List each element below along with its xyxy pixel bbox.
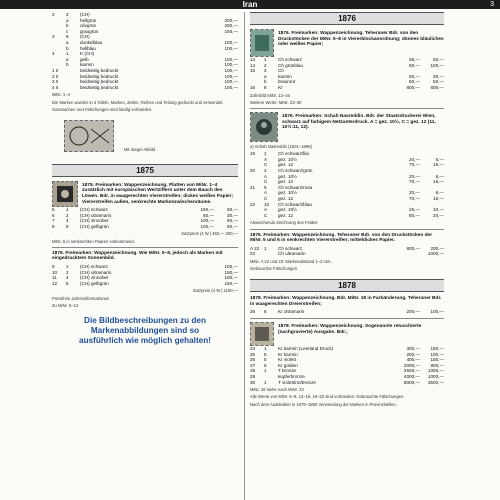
price-cell-c: Ch grünblau — [278, 62, 304, 68]
price-cell-e: 800,— — [430, 362, 444, 368]
price-cell-c: (CH) ultramarin — [80, 269, 112, 275]
price-cell-d: 20,— — [409, 190, 420, 196]
note-r2: Weitere Werte: MiNr. 23–30 — [250, 99, 302, 105]
price-cell-c: kupferbronze — [278, 374, 305, 380]
price-cell-b: 8 — [66, 223, 69, 229]
price-cell-a: 26 — [250, 357, 256, 363]
seal-cancel-image — [64, 120, 114, 152]
price-list-1875 — [52, 207, 238, 229]
price-cell-e: 30,— — [433, 73, 444, 79]
price-cell-b: 2 — [264, 167, 267, 173]
price-cell-b: a — [264, 73, 267, 79]
price-cell-b: 10 — [264, 201, 270, 207]
price-cell-b: 1 — [264, 57, 267, 62]
note-1875: MiNr. 5 in senkrechten Paaren vorkommend. — [52, 238, 135, 244]
price-cell-c: (CH) zinnober — [80, 275, 109, 281]
price-cell-a: 5 — [52, 207, 55, 213]
price-cell-a: 20 — [250, 167, 256, 173]
price-cell-d: 70,— — [409, 195, 420, 201]
note-r6: MiNr. 26 siehe nach MiNr. 23 — [250, 387, 304, 393]
postage-line-2: Zu MiNr. 5–12 — [52, 302, 79, 308]
price-cell-e: 100,— — [224, 84, 238, 90]
price-cell-e: 200,— — [224, 17, 238, 23]
price-cell-b: C — [264, 179, 268, 185]
price-cell-c: T bronze — [278, 368, 297, 374]
price-list-1876c — [250, 246, 444, 257]
price-cell-b: 5 — [264, 357, 267, 363]
price-cell-e: 30,— — [227, 212, 238, 218]
note-r1: Zahnbild MiNr. 13–16 — [250, 92, 290, 98]
price-list-1878b — [250, 346, 444, 385]
price-cell-b: 1 — [264, 151, 267, 157]
price-cell-c: Kr — [278, 84, 283, 90]
price-cell-a: 30 — [250, 379, 256, 385]
price-cell-b: 4 — [66, 275, 69, 281]
price-cell-c: gez. 10½ — [278, 190, 297, 196]
price-cell-a: 27 — [250, 362, 256, 368]
price-cell-a: 15 — [250, 68, 256, 74]
price-cell-e: 150,— — [430, 346, 444, 352]
price-cell-d: 70,— — [409, 162, 420, 168]
price-cell-d: 800,— — [406, 84, 420, 90]
price-cell-e: 10,— — [433, 207, 444, 213]
right-column — [250, 12, 444, 409]
price-row — [250, 85, 444, 91]
price-cell-c: (CH) schwarz — [80, 207, 108, 213]
price-cell-b: 1 — [66, 207, 69, 213]
price-cell-c: (CH) schwarz — [80, 264, 108, 270]
separator — [52, 247, 238, 248]
price-cell-e: 600,— — [430, 84, 444, 90]
price-cell-c: gez. 10½ — [278, 173, 297, 179]
year-heading-1875: 1875 — [52, 164, 238, 177]
price-cell-e: 1000,— — [427, 251, 444, 257]
issue-1876-left: 1876. Freimarken: Wappenzeichnung. Wie MiNr. 5–8, jedoch als Marken mit eingedrucktem Sonnenbild. — [52, 250, 223, 262]
price-cell-b: 1 — [264, 379, 267, 385]
price-cell-b: 8 — [66, 34, 69, 40]
price-list-1876-left — [52, 264, 238, 286]
price-cell-c: (CH) — [80, 12, 90, 17]
price-cell-a: 8 — [52, 223, 55, 229]
price-cell-e: 100,— — [224, 39, 238, 45]
price-cell-d: 800,— — [406, 245, 420, 251]
price-cell-c: hellgrün — [80, 17, 97, 23]
price-cell-e: 60,— — [227, 223, 238, 229]
price-cell-c: Ch ultramarin — [278, 251, 306, 257]
stamp-image-lion — [52, 181, 78, 207]
price-cell-c: Ch schwarz — [278, 57, 302, 62]
price-cell-b: C — [264, 162, 268, 168]
price-cell-c: beidseitig bedruckt — [80, 73, 119, 79]
price-cell-c: gez. 12 — [278, 179, 294, 185]
price-list-top — [52, 12, 238, 90]
price-cell-d: 200,— — [406, 309, 420, 315]
separator — [250, 108, 444, 109]
price-cell-c: Ch schwarz/lila — [278, 151, 309, 157]
price-cell-a: 16 — [250, 84, 256, 90]
price-cell-c: hellblau — [80, 45, 96, 51]
price-cell-a: 14 — [250, 62, 256, 68]
stamp-caption-shah: a) Schah Nasreddin (1831–1896) — [250, 143, 312, 149]
price-cell-c: graugrün — [80, 28, 99, 34]
issue-1876-block — [250, 29, 444, 57]
price-cell-c: Kr golden — [278, 362, 298, 368]
price-cell-b: 4 — [66, 218, 69, 224]
stamp-image-1878 — [250, 322, 274, 346]
price-cell-b: 2 — [66, 12, 69, 17]
price-cell-c: Kr ultramarin — [278, 309, 305, 315]
price-cell-a: 21 — [250, 184, 256, 190]
price-cell-c: (CH) — [80, 34, 90, 40]
price-cell-d: 4000,— — [403, 374, 420, 380]
price-cell-e: 100,— — [224, 67, 238, 73]
price-cell-e: 150,— — [430, 357, 444, 363]
price-cell-e: 100,— — [224, 79, 238, 85]
set-price-1875: Satzpreis (4 W.) 450,— 200,— — [181, 231, 238, 237]
price-cell-e: 150,— — [224, 269, 238, 275]
price-cell-a: 4 II — [52, 84, 59, 90]
price-cell-c: T violett/rot/bronze — [278, 379, 316, 385]
price-row — [250, 309, 444, 315]
price-cell-d: 2500,— — [403, 368, 420, 374]
price-cell-b: 2 — [66, 212, 69, 218]
price-cell-b: b — [66, 45, 69, 51]
note-2: Ganzsachen und Fälschungen sind häufig vorhanden. — [52, 106, 153, 112]
price-cell-e: 15,— — [433, 179, 444, 185]
info-callout — [52, 316, 238, 346]
price-cell-d: 8000,— — [403, 379, 420, 385]
price-cell-b: A — [264, 190, 268, 196]
note-1: Die Marken wurden in 4 Tafeln, Marken, Zeilen, Reihen und Teilung gedruckt und verwendet. — [52, 99, 224, 105]
price-cell-e: 100,— — [430, 62, 444, 68]
price-cell-e: 50,— — [433, 57, 444, 62]
price-cell-a: 10 — [52, 269, 58, 275]
column-divider — [244, 12, 245, 500]
price-cell-e: 200,— — [224, 23, 238, 29]
price-cell-a: 2 — [52, 12, 55, 17]
price-cell-c: Kr karmin (Leerland Druck) — [278, 346, 334, 352]
set-price-1876-left: Satzpreis (4 W.) 1150,— — [192, 288, 238, 294]
price-cell-a — [250, 213, 264, 219]
note-r5: Gebrauchte Fälschungen — [250, 266, 298, 272]
price-cell-e: 100,— — [224, 62, 238, 68]
price-cell-b: 1 — [264, 368, 267, 374]
price-cell-b: A — [264, 173, 268, 179]
price-cell-a: 25 — [250, 351, 256, 357]
price-cell-e: 100,— — [224, 56, 238, 62]
price-cell-c: K (CH) — [80, 51, 95, 57]
left-column — [52, 12, 238, 346]
price-cell-a: 28 — [250, 368, 256, 374]
price-cell-b: 5 — [264, 351, 267, 357]
price-row — [52, 85, 238, 91]
price-cell-b: C — [264, 212, 268, 218]
price-cell-a: 12 — [52, 280, 58, 286]
price-cell-e: 150,— — [224, 280, 238, 286]
price-cell-d: 100,— — [200, 223, 214, 229]
price-cell-a: 2 II — [52, 73, 59, 79]
price-cell-c: (CH) ultramarin — [80, 212, 112, 218]
price-cell-b: 2 — [264, 62, 267, 68]
page-number: 3 — [490, 1, 494, 8]
price-cell-d — [186, 281, 214, 287]
price-cell-d: 150,— — [200, 207, 214, 213]
callout-line-2: Markenabbildungen sind so — [90, 326, 200, 336]
price-cell-c: (CH) gelbgrün — [80, 280, 109, 286]
price-cell-c: gez. 10½ — [278, 156, 297, 162]
price-cell-e: 6,— — [435, 156, 444, 162]
price-cell-e: 100,— — [224, 45, 238, 51]
price-cell-a: 6 — [52, 212, 55, 218]
price-cell-b: 5 — [264, 184, 267, 190]
note-r4: MiNr. A 22 und 23: Markenabstand 1–2 mm. — [250, 258, 332, 264]
price-cell-b: 1 — [66, 264, 69, 270]
price-cell-b: a — [66, 56, 69, 62]
price-cell-b: b — [66, 23, 69, 29]
price-cell-c: beidseitig bedruckt — [80, 67, 119, 73]
price-cell-e: 20,— — [433, 212, 444, 218]
price-cell-d: 35,— — [409, 57, 420, 62]
price-cell-a: 3 — [52, 34, 55, 40]
issue-1876c-text: 1876. Freimarken: Wappenzeichnung. Teheraner Bdr. von den Druckstöcken der MiNr. 5 und 6 in senkrechten Viererstreifen; mitteldickes Papier. — [250, 232, 433, 244]
price-cell-e: 1000,— — [427, 368, 444, 374]
seal-caption: Mit Siegel Abbild — [124, 146, 155, 152]
price-cell-e: 3500,— — [427, 379, 444, 385]
price-cell-d: 25,— — [409, 207, 420, 213]
issue-1876b-block — [250, 112, 444, 142]
price-row — [250, 251, 444, 257]
price-cell-c: (CH) zinnober — [80, 218, 109, 224]
price-cell-d: 300,— — [406, 346, 420, 352]
price-cell-b: 1 — [264, 245, 267, 251]
price-cell-e: 100,— — [430, 309, 444, 315]
price-cell-d: 60,— — [203, 212, 214, 218]
price-cell-d: 70,— — [409, 179, 420, 185]
price-cell-b: 2 — [66, 269, 69, 275]
price-cell-a: 7 — [52, 218, 55, 224]
price-cell-d: 200,— — [406, 351, 420, 357]
separator — [250, 318, 444, 319]
price-row — [52, 224, 238, 230]
price-cell-e: 100,— — [224, 264, 238, 270]
price-cell-d: 100,— — [200, 218, 214, 224]
price-list-1876b — [250, 151, 444, 218]
price-cell-c: dunkelblau — [80, 39, 103, 45]
price-cell-b: 1 — [264, 346, 267, 352]
callout-line-1: Die Bildbeschreibungen zu den — [84, 316, 206, 326]
price-cell-a: 1 II — [52, 67, 59, 73]
price-cell-c: (CH) gelbgrün — [80, 223, 109, 229]
price-cell-a: 24 — [250, 346, 256, 352]
price-cell-e: 150,— — [224, 28, 238, 34]
price-cell-c: olivgrün — [80, 23, 97, 29]
price-cell-e: 6,— — [435, 190, 444, 196]
price-cell-a: 4 — [52, 51, 55, 57]
price-cell-b: 8 — [66, 280, 69, 286]
price-cell-a: 11 — [52, 275, 57, 281]
price-cell-d: 50,— — [409, 73, 420, 79]
callout-line-3: ausführlich wie möglich gehalten! — [79, 336, 211, 346]
note-r7: Alle Werte von MiNr. 5–8, 13–16, 19–22 sind vorhanden. Gebrauchte Fälschungen. — [250, 394, 405, 400]
price-cell-a: 22 — [250, 201, 256, 207]
price-cell-c: Ch — [278, 68, 284, 74]
price-cell-e: 200,— — [430, 245, 444, 251]
price-cell-e: 6,— — [435, 173, 444, 179]
price-cell-b — [66, 85, 80, 91]
price-cell-c: beidseitig bedruckt — [80, 84, 119, 90]
mini-note: MiNr. 1–4 — [52, 92, 70, 98]
price-cell-b: b — [264, 79, 267, 85]
price-cell-d: 80,— — [409, 62, 420, 68]
price-cell-c: Ch schwarz — [278, 245, 302, 251]
issue-1875-block — [52, 181, 238, 207]
price-cell-a: 9 — [52, 264, 55, 270]
price-cell-d: 20,— — [409, 173, 420, 179]
price-cell-c: gez. 12 — [278, 195, 294, 201]
price-cell-e: 60,— — [227, 207, 238, 213]
price-cell-a: 19 — [250, 151, 256, 157]
price-cell-e: 15,— — [433, 195, 444, 201]
note-r8: Nach dem Ausbleiben in 1879–1880 Verwendung der Marken in Provinzstellen. — [250, 401, 397, 407]
page-header — [0, 0, 500, 9]
price-cell-b: A — [264, 207, 268, 213]
price-cell-b: A — [264, 156, 268, 162]
price-cell-c: braunrot — [278, 79, 296, 85]
price-cell-a: 3 II — [52, 79, 59, 85]
price-cell-c: Kr violett — [278, 357, 296, 363]
price-cell-b: 5 — [264, 362, 267, 368]
seal-image-block — [64, 120, 238, 152]
price-cell-b: 8 — [264, 84, 267, 90]
price-list-1876 — [250, 57, 444, 91]
price-cell-c: gez. 12 — [278, 212, 294, 218]
price-cell-a: 23 — [250, 251, 256, 257]
price-cell-c: karmin — [80, 62, 94, 68]
price-cell-c: gez. 10½ — [278, 207, 297, 213]
price-cell-c: Ch schwarz/grün — [278, 167, 313, 173]
price-cell-b: 1 — [66, 51, 69, 57]
year-heading-1878: 1878 — [250, 279, 444, 292]
price-cell-d: 20,— — [409, 156, 420, 162]
price-cell-b — [264, 251, 278, 257]
stamp-image-green — [250, 29, 274, 57]
price-cell-a: A 22 — [250, 245, 260, 251]
price-cell-d — [392, 251, 420, 257]
price-row — [250, 213, 444, 219]
price-list-1878 — [250, 309, 444, 315]
price-cell-c: karmin — [278, 73, 292, 79]
price-cell-e: 15,— — [433, 162, 444, 168]
price-cell-b: 8 — [264, 309, 267, 315]
price-cell-e: 1000,— — [427, 374, 444, 380]
note-r3: Abweichende Zeichnung des Feldes — [250, 220, 318, 226]
price-cell-b: 4 — [264, 68, 267, 74]
price-cell-b: a — [66, 17, 69, 23]
price-cell-e: 100,— — [430, 351, 444, 357]
price-cell-c: gez. 12 — [278, 162, 294, 168]
price-cell-c: Ch schwarz/rosa — [278, 184, 313, 190]
price-cell-c: Kr karmin — [278, 351, 298, 357]
price-cell-d: 60,— — [409, 79, 420, 85]
price-cell-b: c — [66, 28, 69, 34]
price-cell-d — [186, 85, 214, 91]
price-cell-a: 26 — [250, 309, 256, 315]
price-cell-d: 80,— — [409, 212, 420, 218]
price-cell-e: 60,— — [227, 218, 238, 224]
price-row — [52, 281, 238, 287]
issue-1876b-text: 1876. Freimarken: Schah Nasreddin. Bdr. der Staatsdruckerei Wien, schwarz auf farbigem Netzunterdruck. A = gez. 10½, C = gez. 12 (11, 10½:11, 12). — [282, 113, 436, 131]
price-cell-a: 29 — [250, 374, 256, 380]
country-title: Iran — [242, 0, 258, 9]
stamp-image-shah — [250, 112, 278, 142]
issue-1878b-text: 1878. Freimarken: Wappenzeichnung. Sogenannte retuschierte (nachgravierte) Ausgabe. Bdr.; — [278, 324, 422, 335]
price-cell-a: 13 — [250, 57, 256, 62]
price-cell-c: Ch schwarz/blau — [278, 201, 312, 207]
postage-line-1: Portofreie Jahresinformationen — [52, 295, 110, 301]
separator — [250, 229, 444, 230]
price-cell-e: 100,— — [224, 73, 238, 79]
issue-1875-text: 1875. Freimarken: Wappenzeichnung. Platten von MiNr. 1–4 zusätzlich mit europäischen Wertziffern unter dem Bauch des Löwen. Bdr. in waagerechten Viererstreifen; dickes weißes Papier; Viererstreifen außen, senkrechte Markenzwischenräume. — [82, 182, 234, 205]
price-cell-c: beidseitig bedruckt — [80, 79, 119, 85]
price-cell-b: a — [66, 39, 69, 45]
price-row — [250, 380, 444, 386]
price-cell-b: b — [66, 62, 69, 68]
price-cell-b: C — [264, 195, 268, 201]
price-cell-e: 100,— — [224, 275, 238, 281]
price-cell-c: gelb — [80, 56, 89, 62]
year-heading-1876: 1876 — [250, 12, 444, 25]
price-cell-d: 400,— — [406, 357, 420, 363]
issue-1878b-block — [250, 322, 444, 346]
price-cell-d: 2000,— — [403, 362, 420, 368]
issue-1876-text: 1876. Freimarken: Wappenzeichnung. Teheraner Bdr. von den Druckstöcken der MiNr. 5–8 in Viererblockanordnung; dünnes bläuliches oder weißes Papier; — [278, 31, 444, 48]
issue-1878-text: 1878. Freimarken: Wappenzeichnung. Bdr. MiNr. 18 in Farbänderung. Teheraner Bdr. in waagerechten Dreierstreifen; — [250, 296, 442, 307]
price-cell-e: 50,— — [433, 79, 444, 85]
